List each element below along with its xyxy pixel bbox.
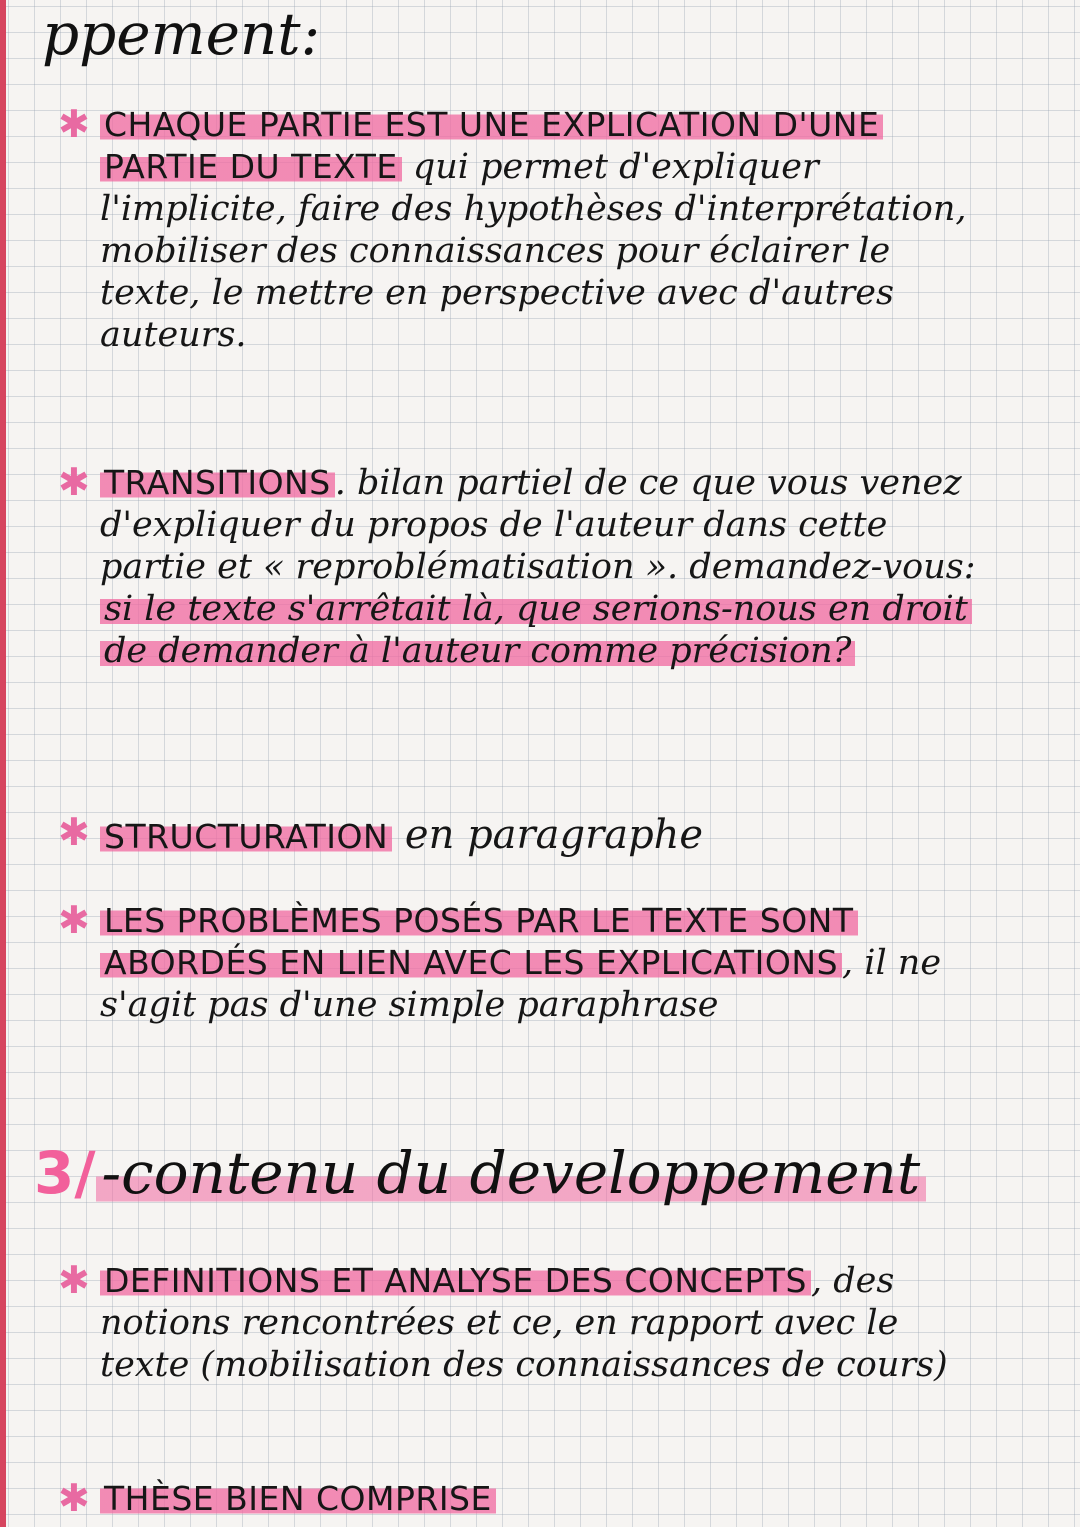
highlighted-text: THÈSE BIEN COMPRISE [100, 1479, 496, 1518]
bullet-item [58, 460, 980, 672]
body-text: qui permet d'expliquer l'implicite, faire des hypothèses d'interprétation, mobiliser des connaissances pour éclairer le texte, le mettre en perspective avec d'autres auteurs. [100, 147, 967, 355]
bullet-text [100, 462, 980, 672]
body-text: . bilan partiel de ce que vous venez d'expliquer du propos de l'auteur dans cette partie et « reproblématisation ». demandez-vous: [100, 463, 976, 587]
body-text: en paragraphe [392, 812, 704, 858]
bullet-item [58, 898, 980, 1026]
bullet-item [58, 810, 980, 860]
highlighted-text: DEFINITIONS ET ANALYSE DES CONCEPTS [100, 1261, 811, 1300]
body-text: , il ne s'agit pas d'une simple paraphrase [100, 943, 942, 1025]
bullet-text [100, 1260, 980, 1386]
star-icon: ✱ [58, 810, 90, 854]
bullet-text [100, 812, 980, 860]
bullet-text [100, 104, 980, 356]
section-heading-3 [34, 1140, 926, 1206]
highlighted-text: CHAQUE PARTIE EST UNE EXPLICATION D'UNE PARTIE DU TEXTE [100, 105, 883, 186]
star-icon: ✱ [58, 102, 90, 146]
highlighted-text: LES PROBLÈMES POSÉS PAR LE TEXTE SONT ABORDÉS EN LIEN AVEC LES EXPLICATIONS [100, 901, 858, 982]
star-icon: ✱ [58, 1476, 90, 1520]
section-title: -contenu du developpement [96, 1139, 927, 1207]
bullet-text [100, 1478, 980, 1520]
body-text: , des notions rencontrées et ce, en rapport avec le texte (mobilisation des connaissances de cours) [100, 1261, 948, 1385]
highlighted-text: TRANSITIONS [100, 463, 335, 502]
bullet-text [100, 900, 980, 1026]
highlighted-text: si le texte s'arrêtait là, que serions-nous en droit de demander à l'auteur comme précision? [100, 589, 972, 671]
star-icon: ✱ [58, 1258, 90, 1302]
star-icon: ✱ [58, 898, 90, 942]
notebook-margin-line [0, 0, 6, 1527]
section-heading-partial: ppement: [42, 0, 321, 68]
bullet-item [58, 1258, 980, 1386]
section-number: 3/ [34, 1139, 96, 1207]
bullet-item [58, 102, 980, 356]
highlighted-text: STRUCTURATION [100, 817, 392, 856]
bullet-item [58, 1476, 980, 1520]
star-icon: ✱ [58, 460, 90, 504]
